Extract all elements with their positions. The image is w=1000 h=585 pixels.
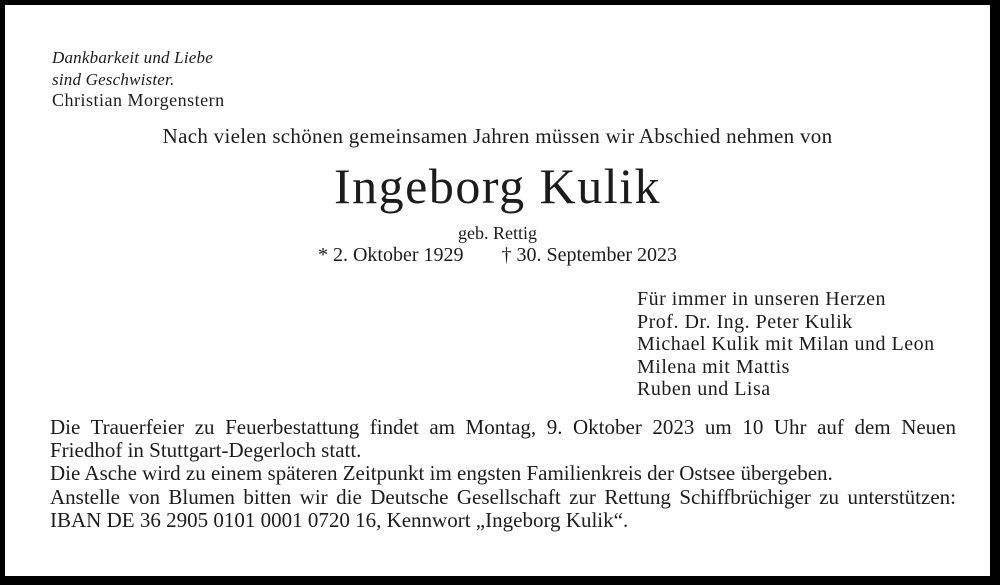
details-line: Anstelle von Blumen bitten wir die Deutsche Gesellschaft zur Rettung Schiffbrüchiger zu unterstützen: <box>50 484 956 509</box>
family-line: Für immer in unseren Herzen <box>637 288 886 310</box>
funeral-details <box>50 416 956 532</box>
family-line: Milena mit Mattis <box>637 355 790 378</box>
life-dates <box>5 243 990 267</box>
details-line: Friedhof in Stuttgart-Degerloch statt. <box>50 438 362 463</box>
birth-date: * 2. Oktober 1929 <box>317 244 464 266</box>
maiden-name: geb. Rettig <box>458 223 537 243</box>
intro-text: Nach vielen schönen gemeinsamen Jahren müssen wir Abschied nehmen von <box>162 124 833 148</box>
quote-line-2: sind Geschwister. <box>52 69 175 89</box>
quote-line-1: Dankbarkeit und Liebe <box>52 48 213 67</box>
family-line: Ruben und Lisa <box>637 378 771 401</box>
details-line: Die Asche wird zu einem späteren Zeitpunkt im engsten Familienkreis der Ostsee übergeben. <box>50 461 833 486</box>
details-line: IBAN DE 36 2905 0101 0001 0720 16, Kennwort „Ingeborg Kulik“. <box>50 507 629 532</box>
details-line: Die Trauerfeier zu Feuerbestattung findet am Montag, 9. Oktober 2023 um 10 Uhr auf dem Neuen <box>50 415 956 439</box>
quote-attribution: Christian Morgenstern <box>52 90 225 110</box>
family-line: Prof. Dr. Ing. Peter Kulik <box>637 310 853 333</box>
death-date: † 30. September 2023 <box>501 244 678 266</box>
deceased-name: Ingeborg Kulik <box>334 158 661 214</box>
memorial-quote <box>52 47 225 112</box>
family-block <box>637 288 935 401</box>
family-line: Michael Kulik mit Milan und Leon <box>637 333 935 356</box>
